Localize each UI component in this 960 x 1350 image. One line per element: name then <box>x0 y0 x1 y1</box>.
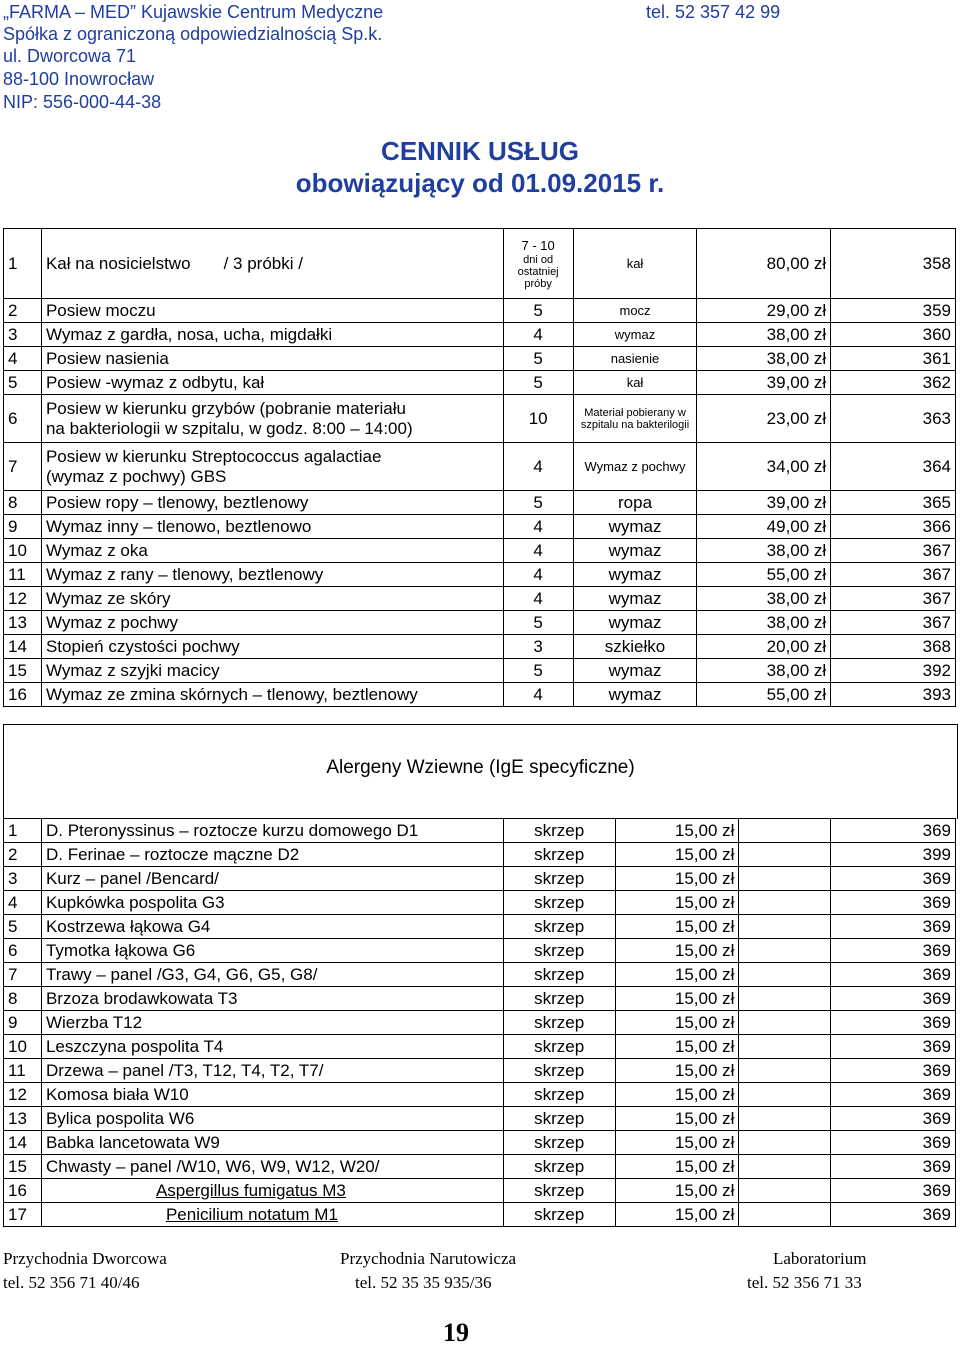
service-name <box>41 299 503 323</box>
service-material: mocz <box>573 299 697 323</box>
allergen-name-text: D. Ferinae – roztocze mączne D2 <box>45 844 300 864</box>
service-turnaround: 4 <box>503 443 573 491</box>
footer-laboratorium-name: Laboratorium <box>773 1249 867 1268</box>
service-name-line: (wymaz z pochwy) GBS <box>45 466 227 486</box>
allergen-spacer <box>739 867 831 891</box>
service-row <box>4 347 956 371</box>
service-name-line: Stopień czystości pochwy <box>45 636 240 656</box>
allergen-name <box>41 1083 503 1107</box>
service-price: 38,00 zł <box>697 323 831 347</box>
allergen-code: 369 <box>831 1011 956 1035</box>
allergen-spacer <box>739 963 831 987</box>
allergen-name <box>41 1179 503 1203</box>
allergen-name-text: Komosa biała W10 <box>45 1084 189 1104</box>
allergen-spacer <box>739 819 831 843</box>
allergen-spacer <box>739 915 831 939</box>
service-name-line: Wymaz z szyjki macicy <box>45 660 220 680</box>
service-row <box>4 515 956 539</box>
service-price: 49,00 zł <box>697 515 831 539</box>
allergen-name <box>41 867 503 891</box>
allergen-price: 15,00 zł <box>615 1131 739 1155</box>
service-code: 367 <box>831 611 956 635</box>
allergen-material: skrzep <box>503 939 615 963</box>
service-number: 15 <box>4 659 42 683</box>
service-row <box>4 443 956 491</box>
service-name <box>41 563 503 587</box>
allergen-name <box>41 915 503 939</box>
allergen-price: 15,00 zł <box>615 891 739 915</box>
allergen-number: 10 <box>4 1035 42 1059</box>
service-turnaround: 4 <box>503 587 573 611</box>
service-name-line: Wymaz ze skóry <box>45 588 171 608</box>
service-name-line: Posiew nasienia <box>45 348 169 368</box>
allergen-price: 15,00 zł <box>615 1203 739 1227</box>
service-name <box>41 635 503 659</box>
service-code: 363 <box>831 395 956 443</box>
allergen-row <box>4 915 956 939</box>
service-number: 6 <box>4 395 42 443</box>
service-number: 4 <box>4 347 42 371</box>
service-material: wymaz <box>573 659 697 683</box>
allergen-row <box>4 1059 956 1083</box>
page-title: CENNIK USŁUG <box>381 136 579 166</box>
allergen-code: 369 <box>831 987 956 1011</box>
allergen-number: 4 <box>4 891 42 915</box>
allergen-name-text: D. Pteronyssinus – roztocze kurzu domowego D1 <box>45 820 419 840</box>
service-code: 367 <box>831 563 956 587</box>
service-price: 39,00 zł <box>697 491 831 515</box>
service-number: 13 <box>4 611 42 635</box>
allergen-row <box>4 1203 956 1227</box>
service-number: 8 <box>4 491 42 515</box>
allergen-material: skrzep <box>503 1107 615 1131</box>
service-turnaround: 4 <box>503 683 573 707</box>
allergen-number: 11 <box>4 1059 42 1083</box>
service-name <box>41 539 503 563</box>
allergen-row <box>4 939 956 963</box>
allergen-spacer <box>739 1083 831 1107</box>
allergen-material: skrzep <box>503 1179 615 1203</box>
company-legal-form: Spółka z ograniczoną odpowiedzialnością Sp.k. <box>3 24 383 44</box>
allergen-spacer <box>739 1011 831 1035</box>
allergen-name <box>41 1203 503 1227</box>
service-number: 1 <box>4 229 42 299</box>
allergen-row <box>4 1011 956 1035</box>
service-code: 358 <box>831 229 956 299</box>
service-material: wymaz <box>573 539 697 563</box>
company-street: ul. Dworcowa 71 <box>3 46 137 66</box>
allergen-code: 369 <box>831 1035 956 1059</box>
allergen-spacer <box>739 939 831 963</box>
service-turnaround: 4 <box>503 515 573 539</box>
allergen-code: 369 <box>831 891 956 915</box>
allergen-number: 16 <box>4 1179 42 1203</box>
allergen-name-text: Penicilium notatum M1 <box>165 1204 338 1224</box>
allergen-material: skrzep <box>503 867 615 891</box>
service-name <box>41 491 503 515</box>
page-number: 19 <box>443 1318 469 1347</box>
allergen-row <box>4 1083 956 1107</box>
allergen-code: 399 <box>831 843 956 867</box>
allergen-number: 8 <box>4 987 42 1011</box>
service-code: 364 <box>831 443 956 491</box>
service-turnaround: 5 <box>503 371 573 395</box>
allergen-number: 12 <box>4 1083 42 1107</box>
allergen-row <box>4 1131 956 1155</box>
service-name-line: Posiew ropy – tlenowy, beztlenowy <box>45 492 309 512</box>
service-row <box>4 371 956 395</box>
allergen-spacer <box>739 1059 831 1083</box>
allergen-spacer <box>739 1203 831 1227</box>
allergen-name-text: Kupkówka pospolita G3 <box>45 892 225 912</box>
service-material: kał <box>573 371 697 395</box>
service-name-line: Posiew w kierunku Streptococcus agalactiae <box>45 446 382 466</box>
allergen-name <box>41 1131 503 1155</box>
service-name-line: Posiew -wymaz z odbytu, kał <box>45 372 265 392</box>
allergen-material: skrzep <box>503 963 615 987</box>
allergen-row <box>4 987 956 1011</box>
service-price: 29,00 zł <box>697 299 831 323</box>
allergen-row <box>4 963 956 987</box>
service-row <box>4 229 956 299</box>
service-price: 38,00 zł <box>697 587 831 611</box>
allergen-price: 15,00 zł <box>615 915 739 939</box>
service-price: 38,00 zł <box>697 539 831 563</box>
allergen-price: 15,00 zł <box>615 843 739 867</box>
service-row <box>4 395 956 443</box>
allergen-price: 15,00 zł <box>615 867 739 891</box>
service-row <box>4 683 956 707</box>
allergen-name <box>41 1059 503 1083</box>
service-turnaround: 4 <box>503 539 573 563</box>
service-number: 16 <box>4 683 42 707</box>
allergen-spacer <box>739 1155 831 1179</box>
service-name <box>41 683 503 707</box>
allergen-spacer <box>739 1131 831 1155</box>
allergen-name-text: Brzoza brodawkowata T3 <box>45 988 238 1008</box>
service-material: wymaz <box>573 563 697 587</box>
allergen-number: 7 <box>4 963 42 987</box>
service-price: 38,00 zł <box>697 611 831 635</box>
service-material: wymaz <box>573 683 697 707</box>
footer-narutowicza-name: Przychodnia Narutowicza <box>340 1249 517 1268</box>
service-code: 367 <box>831 587 956 611</box>
service-number: 2 <box>4 299 42 323</box>
service-name-line: Wymaz ze zmina skórnych – tlenowy, beztlenowy <box>45 684 418 704</box>
service-row <box>4 635 956 659</box>
allergen-price: 15,00 zł <box>615 1083 739 1107</box>
footer-laboratorium-phone: tel. 52 356 71 33 <box>747 1273 862 1292</box>
allergen-price: 15,00 zł <box>615 1179 739 1203</box>
allergen-row <box>4 891 956 915</box>
allergen-row <box>4 1107 956 1131</box>
allergen-row <box>4 1179 956 1203</box>
allergen-spacer <box>739 891 831 915</box>
service-number: 7 <box>4 443 42 491</box>
company-city: 88-100 Inowrocław <box>3 69 155 89</box>
allergen-number: 1 <box>4 819 42 843</box>
service-material: ropa <box>573 491 697 515</box>
service-material: szkiełko <box>573 635 697 659</box>
allergen-number: 3 <box>4 867 42 891</box>
footer-narutowicza-phone: tel. 52 35 35 935/36 <box>355 1273 492 1292</box>
service-name-line: Posiew moczu <box>45 300 156 320</box>
service-price: 23,00 zł <box>697 395 831 443</box>
service-turnaround: 4 <box>503 323 573 347</box>
allergen-material: skrzep <box>503 1083 615 1107</box>
service-material: wymaz <box>573 611 697 635</box>
allergy-section-header <box>3 724 958 819</box>
service-material: Wymaz z pochwy <box>573 443 697 491</box>
allergen-material: skrzep <box>503 987 615 1011</box>
allergen-price: 15,00 zł <box>615 1059 739 1083</box>
service-material: nasienie <box>573 347 697 371</box>
allergy-section-title: Alergeny Wziewne (IgE specyficzne) <box>326 757 635 778</box>
allergen-material: skrzep <box>503 843 615 867</box>
service-turnaround: 3 <box>503 635 573 659</box>
service-row <box>4 587 956 611</box>
service-name-line: na bakteriologii w szpitalu, w godz. 8:00 – 14:00) <box>45 418 413 438</box>
service-row <box>4 563 956 587</box>
company-nip: NIP: 556-000-44-38 <box>3 92 162 112</box>
services-table <box>3 228 956 707</box>
service-row <box>4 299 956 323</box>
allergen-price: 15,00 zł <box>615 1035 739 1059</box>
allergen-spacer <box>739 1035 831 1059</box>
allergen-spacer <box>739 987 831 1011</box>
allergen-code: 369 <box>831 1155 956 1179</box>
service-name-line: Wymaz z pochwy <box>45 612 179 632</box>
allergen-material: skrzep <box>503 1035 615 1059</box>
service-price: 34,00 zł <box>697 443 831 491</box>
service-code: 359 <box>831 299 956 323</box>
service-code: 365 <box>831 491 956 515</box>
service-name <box>41 587 503 611</box>
service-turnaround: 5 <box>503 611 573 635</box>
service-price: 38,00 zł <box>697 347 831 371</box>
service-name-line: Kał na nosicielstwo / 3 próbki / <box>45 253 303 273</box>
allergen-name-text: Kurz – panel /Bencard/ <box>45 868 219 888</box>
allergen-material: skrzep <box>503 915 615 939</box>
allergen-price: 15,00 zł <box>615 819 739 843</box>
allergen-code: 369 <box>831 1083 956 1107</box>
footer-dworcowa-phone: tel. 52 356 71 40/46 <box>3 1273 140 1292</box>
allergen-name <box>41 939 503 963</box>
allergen-material: skrzep <box>503 891 615 915</box>
allergen-price: 15,00 zł <box>615 1155 739 1179</box>
service-number: 10 <box>4 539 42 563</box>
service-turnaround-days: 7 - 10 <box>521 237 555 253</box>
service-price: 20,00 zł <box>697 635 831 659</box>
service-price: 80,00 zł <box>697 229 831 299</box>
allergen-material: skrzep <box>503 1131 615 1155</box>
allergens-table <box>3 818 956 1227</box>
company-phone: tel. 52 357 42 99 <box>646 2 781 22</box>
allergen-code: 369 <box>831 819 956 843</box>
allergen-name-text: Aspergillus fumigatus M3 <box>155 1180 346 1200</box>
allergen-code: 369 <box>831 1203 956 1227</box>
service-name <box>41 515 503 539</box>
allergen-row <box>4 1035 956 1059</box>
service-number: 11 <box>4 563 42 587</box>
service-turnaround: 5 <box>503 659 573 683</box>
allergen-code: 369 <box>831 963 956 987</box>
allergen-name <box>41 819 503 843</box>
allergen-number: 13 <box>4 1107 42 1131</box>
service-name <box>41 443 503 491</box>
allergen-row <box>4 843 956 867</box>
allergen-name <box>41 987 503 1011</box>
allergen-name-text: Trawy – panel /G3, G4, G6, G5, G8/ <box>45 964 318 984</box>
allergen-material: skrzep <box>503 1203 615 1227</box>
service-code: 392 <box>831 659 956 683</box>
allergen-code: 369 <box>831 867 956 891</box>
service-turnaround: 4 <box>503 563 573 587</box>
service-turnaround-note: dni od ostatniej próby <box>517 253 559 290</box>
allergen-number: 15 <box>4 1155 42 1179</box>
allergen-price: 15,00 zł <box>615 987 739 1011</box>
allergen-code: 369 <box>831 1059 956 1083</box>
service-name <box>41 371 503 395</box>
service-number: 14 <box>4 635 42 659</box>
service-turnaround: 5 <box>503 491 573 515</box>
allergen-name-text: Wierzba T12 <box>45 1012 143 1032</box>
service-turnaround: 5 <box>503 299 573 323</box>
service-name-line: Wymaz z gardła, nosa, ucha, migdałki <box>45 324 333 344</box>
service-material: Materiał pobierany w szpitalu na bakterilogii <box>573 395 697 443</box>
allergen-name <box>41 1035 503 1059</box>
service-name <box>41 611 503 635</box>
allergen-name-text: Tymotka łąkowa G6 <box>45 940 196 960</box>
allergen-code: 369 <box>831 939 956 963</box>
service-code: 361 <box>831 347 956 371</box>
service-turnaround: 10 <box>503 395 573 443</box>
allergen-code: 369 <box>831 915 956 939</box>
service-turnaround: 5 <box>503 347 573 371</box>
company-name: „FARMA – MED” Kujawskie Centrum Medyczne <box>3 2 384 22</box>
service-name <box>41 323 503 347</box>
service-name <box>41 229 503 299</box>
service-row <box>4 491 956 515</box>
allergen-price: 15,00 zł <box>615 1107 739 1131</box>
allergen-price: 15,00 zł <box>615 939 739 963</box>
allergen-material: skrzep <box>503 819 615 843</box>
footer-dworcowa-name: Przychodnia Dworcowa <box>3 1249 167 1268</box>
allergen-name-text: Kostrzewa łąkowa G4 <box>45 916 211 936</box>
page-subtitle: obowiązujący od 01.09.2015 r. <box>295 168 665 198</box>
service-price: 55,00 zł <box>697 563 831 587</box>
service-material: wymaz <box>573 323 697 347</box>
service-name-line: Posiew w kierunku grzybów (pobranie materiału <box>45 398 406 418</box>
allergen-row <box>4 819 956 843</box>
allergen-price: 15,00 zł <box>615 963 739 987</box>
allergen-name-text: Chwasty – panel /W10, W6, W9, W12, W20/ <box>45 1156 380 1176</box>
allergen-row <box>4 1155 956 1179</box>
allergen-number: 2 <box>4 843 42 867</box>
service-name <box>41 659 503 683</box>
allergen-spacer <box>739 1107 831 1131</box>
allergen-code: 369 <box>831 1131 956 1155</box>
service-row <box>4 659 956 683</box>
allergen-name-text: Babka lancetowata W9 <box>45 1132 220 1152</box>
service-code: 366 <box>831 515 956 539</box>
allergen-number: 9 <box>4 1011 42 1035</box>
service-name <box>41 395 503 443</box>
service-name <box>41 347 503 371</box>
allergen-number: 6 <box>4 939 42 963</box>
service-number: 3 <box>4 323 42 347</box>
service-name-line: Wymaz inny – tlenowo, beztlenowo <box>45 516 312 536</box>
service-name-line: Wymaz z rany – tlenowy, beztlenowy <box>45 564 324 584</box>
allergen-price: 15,00 zł <box>615 1011 739 1035</box>
allergen-name-text: Bylica pospolita W6 <box>45 1108 195 1128</box>
service-price: 39,00 zł <box>697 371 831 395</box>
service-code: 393 <box>831 683 956 707</box>
service-number: 5 <box>4 371 42 395</box>
allergen-name <box>41 843 503 867</box>
allergen-number: 5 <box>4 915 42 939</box>
allergen-material: skrzep <box>503 1155 615 1179</box>
allergen-name <box>41 963 503 987</box>
service-number: 12 <box>4 587 42 611</box>
service-row <box>4 323 956 347</box>
service-code: 360 <box>831 323 956 347</box>
service-material: wymaz <box>573 587 697 611</box>
service-code: 362 <box>831 371 956 395</box>
allergen-name <box>41 1155 503 1179</box>
service-turnaround <box>503 229 573 299</box>
service-row <box>4 539 956 563</box>
service-number: 9 <box>4 515 42 539</box>
service-name-line: Wymaz z oka <box>45 540 148 560</box>
allergen-spacer <box>739 1179 831 1203</box>
allergen-number: 14 <box>4 1131 42 1155</box>
allergen-code: 369 <box>831 1179 956 1203</box>
allergen-material: skrzep <box>503 1059 615 1083</box>
allergen-name <box>41 1107 503 1131</box>
service-material: wymaz <box>573 515 697 539</box>
service-row <box>4 611 956 635</box>
allergen-spacer <box>739 843 831 867</box>
allergen-name <box>41 891 503 915</box>
service-price: 55,00 zł <box>697 683 831 707</box>
service-material: kał <box>573 229 697 299</box>
allergen-name <box>41 1011 503 1035</box>
service-code: 367 <box>831 539 956 563</box>
allergen-material: skrzep <box>503 1011 615 1035</box>
allergen-number: 17 <box>4 1203 42 1227</box>
allergen-name-text: Drzewa – panel /T3, T12, T4, T2, T7/ <box>45 1060 324 1080</box>
service-price: 38,00 zł <box>697 659 831 683</box>
allergen-row <box>4 867 956 891</box>
service-code: 368 <box>831 635 956 659</box>
allergen-code: 369 <box>831 1107 956 1131</box>
allergen-name-text: Leszczyna pospolita T4 <box>45 1036 224 1056</box>
